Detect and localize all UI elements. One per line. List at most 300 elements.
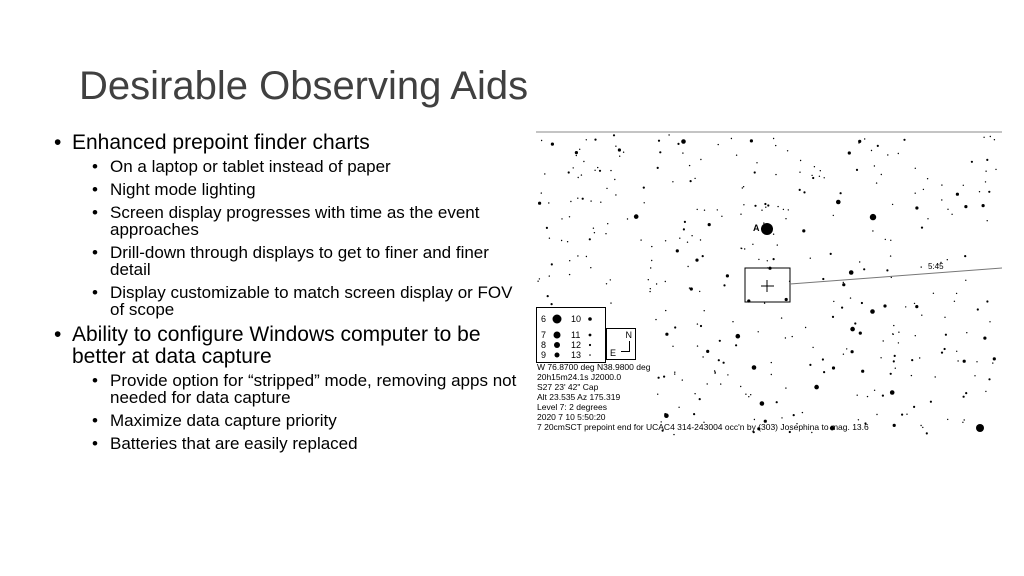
star: [994, 139, 995, 140]
star: [589, 238, 591, 240]
sub-bullet-list: [72, 158, 520, 318]
star: [840, 192, 842, 194]
star: [706, 350, 709, 353]
star: [887, 154, 888, 155]
sub-bullet: • Drill-down through displays to get to finer and finer detail: [72, 244, 520, 278]
star: [832, 316, 834, 318]
legend-mag: 8: [541, 340, 547, 350]
star: [619, 156, 620, 157]
star: [965, 392, 967, 394]
star: [876, 414, 877, 415]
legend-dot-8: [554, 342, 560, 348]
star: [941, 199, 942, 200]
star: [814, 166, 815, 167]
star: [668, 134, 669, 135]
star: [963, 396, 965, 398]
star: [568, 171, 570, 173]
star: [658, 140, 660, 142]
sub-bullet: • Night mode lighting: [72, 181, 520, 198]
star: [651, 260, 652, 261]
star: [846, 348, 847, 349]
star: [922, 427, 923, 428]
star: [989, 321, 990, 322]
star: [756, 162, 757, 163]
star: [674, 326, 676, 328]
star: [944, 317, 945, 318]
star: [672, 181, 673, 182]
star: [945, 334, 947, 336]
info-line: Level 7: 2 degrees: [537, 402, 607, 412]
star: [893, 360, 895, 362]
star: [893, 334, 894, 335]
star: [610, 279, 611, 280]
star: [697, 209, 698, 210]
star: [702, 255, 704, 257]
star: [761, 210, 762, 211]
star: [962, 422, 963, 423]
star: [799, 189, 801, 191]
star: [963, 185, 964, 186]
star: [941, 184, 942, 185]
info-line: Alt 23.535 Az 175.319: [537, 392, 621, 402]
star: [911, 359, 913, 361]
star: [898, 332, 899, 333]
star: [990, 136, 991, 137]
star: [744, 248, 745, 249]
compass-east: E: [610, 348, 617, 358]
star: [833, 215, 834, 216]
star: [856, 169, 858, 171]
star: [586, 139, 587, 140]
star: [957, 360, 958, 361]
star: [690, 287, 693, 290]
star: [551, 143, 554, 146]
star: [915, 168, 916, 169]
star: [767, 204, 769, 206]
star: [785, 337, 786, 338]
star: [687, 266, 688, 267]
star: [597, 167, 598, 168]
star: [549, 275, 550, 276]
star: [623, 152, 624, 153]
star: [849, 270, 854, 275]
star: [594, 139, 596, 141]
star: [822, 278, 824, 280]
star: [775, 174, 776, 175]
star: [874, 165, 875, 166]
star: [656, 283, 657, 284]
star: [594, 232, 595, 233]
star: [723, 284, 725, 286]
bullet-prepoint-charts: [50, 132, 520, 318]
star: [567, 241, 568, 242]
star: [903, 139, 905, 141]
star: [578, 177, 579, 178]
star: [695, 259, 698, 262]
star: [893, 424, 896, 427]
star: [538, 202, 541, 205]
star: [944, 348, 946, 350]
star: [986, 159, 988, 161]
legend-mag: 10: [571, 314, 582, 324]
star: [704, 310, 705, 311]
star: [767, 267, 768, 268]
star: [743, 186, 744, 187]
star: [966, 332, 967, 333]
star: [822, 358, 824, 360]
star: [577, 198, 578, 199]
star: [569, 274, 570, 275]
info-line: 7 20cmSCT prepoint end for UCAC4 314-243004 occ'n by (303) Josephina to mag. 13.6: [537, 422, 869, 432]
star: [843, 354, 844, 355]
star: [787, 150, 788, 151]
sub-bullet: • Display customizable to match screen display or FOV of scope: [72, 284, 520, 318]
star: [546, 227, 548, 229]
star: [872, 230, 873, 231]
sub-bullet: • On a laptop or tablet instead of paper: [72, 158, 520, 175]
star: [634, 214, 639, 219]
star: [881, 174, 882, 175]
sub-bullet: • Batteries that are easily replaced: [72, 435, 520, 452]
star: [700, 159, 701, 160]
star: [717, 209, 718, 210]
star: [927, 178, 928, 179]
star: [747, 299, 750, 302]
star: [575, 151, 578, 154]
star: [895, 368, 896, 369]
star: [551, 303, 553, 305]
star: [583, 161, 584, 162]
star: [672, 346, 673, 347]
star: [648, 279, 649, 280]
legend-mag: 6: [541, 314, 547, 324]
star: [548, 202, 549, 203]
star: [719, 340, 721, 342]
star: [935, 376, 936, 377]
star: [920, 425, 921, 426]
star: [848, 151, 851, 154]
star: [684, 221, 686, 223]
star: [758, 259, 759, 260]
target-star-a: [761, 223, 773, 235]
star: [605, 233, 606, 234]
star: [812, 177, 814, 179]
star: [898, 153, 899, 154]
star: [921, 227, 923, 229]
star: [971, 161, 973, 163]
star: [683, 228, 685, 230]
star: [964, 205, 967, 208]
compass-north: N: [625, 330, 632, 340]
star: [607, 223, 608, 224]
star: [610, 170, 611, 171]
star: [995, 169, 996, 170]
star: [736, 334, 741, 339]
star: [700, 239, 701, 240]
star: [913, 406, 915, 408]
star: [697, 323, 698, 324]
star: [610, 302, 611, 303]
star: [697, 345, 698, 346]
star: [964, 419, 965, 420]
star: [679, 238, 680, 239]
star: [691, 235, 692, 236]
star: [788, 209, 789, 210]
star: [864, 138, 865, 139]
star: [859, 261, 860, 262]
star: [985, 171, 986, 172]
star: [792, 336, 793, 337]
star: [890, 373, 892, 375]
star: [537, 281, 538, 282]
star: [665, 281, 666, 282]
star: [906, 414, 907, 415]
star: [735, 344, 737, 346]
sub-bullet: • Screen display progresses with time as the event approaches: [72, 204, 520, 238]
star: [742, 187, 743, 188]
occultation-path: [790, 268, 1002, 284]
legend-dot-10: [588, 317, 592, 321]
star: [933, 293, 934, 294]
star: [594, 170, 595, 171]
star: [718, 359, 720, 361]
star: [539, 278, 540, 279]
star: [665, 333, 668, 336]
star: [687, 242, 688, 243]
star: [708, 223, 711, 226]
star: [901, 414, 903, 416]
star: [613, 134, 615, 136]
star: [892, 204, 893, 205]
star: [655, 319, 656, 320]
star: [890, 390, 895, 395]
star: [891, 277, 892, 278]
star: [544, 173, 545, 174]
compass-arms: [621, 341, 630, 352]
star: [850, 297, 851, 298]
star: [963, 360, 966, 363]
star: [843, 282, 844, 283]
star: [765, 207, 766, 208]
star: [926, 432, 928, 434]
star: [643, 187, 645, 189]
legend-mag: 12: [571, 340, 582, 350]
star: [985, 391, 986, 392]
star: [799, 172, 800, 173]
star: [547, 295, 549, 297]
bullet-windows-config: [50, 324, 520, 452]
star: [590, 200, 591, 201]
star: [618, 148, 621, 151]
star: [927, 218, 928, 219]
star: [785, 218, 786, 219]
star: [750, 139, 753, 142]
star: [764, 203, 766, 205]
star: [921, 266, 922, 267]
star: [541, 192, 542, 193]
chart-info-block: [537, 362, 869, 432]
star: [956, 193, 959, 196]
star: [915, 305, 918, 308]
sub-bullet: • Maximize data capture priority: [72, 412, 520, 429]
star: [600, 202, 601, 203]
star: [789, 281, 790, 282]
star: [992, 362, 993, 363]
star: [861, 302, 863, 304]
bullet-text: Enhanced prepoint finder charts: [72, 131, 370, 154]
star: [974, 375, 975, 376]
star: [718, 144, 719, 145]
star: [561, 240, 562, 241]
compass-rose: [606, 328, 636, 360]
star: [841, 307, 843, 309]
star: [586, 256, 587, 257]
star: [930, 401, 932, 403]
star: [802, 229, 805, 232]
star: [921, 315, 922, 316]
sub-bullet: • Provide option for “stripped” mode, removing apps not needed for data capture: [72, 372, 520, 406]
star: [820, 170, 821, 171]
star: [763, 222, 764, 223]
star: [549, 238, 550, 239]
star: [676, 249, 679, 252]
star: [775, 145, 776, 146]
star: [615, 194, 616, 195]
star: [886, 269, 888, 271]
star: [773, 234, 774, 235]
legend-dots: [537, 308, 605, 362]
star: [951, 214, 952, 215]
star: [783, 209, 784, 210]
star: [915, 193, 916, 194]
star: [590, 267, 591, 268]
star: [858, 142, 859, 143]
star: [988, 378, 990, 380]
star: [777, 244, 778, 245]
star: [606, 283, 607, 284]
star: [606, 188, 607, 189]
star: [773, 138, 774, 139]
info-line: 2020 7 10 5:50:20: [537, 412, 606, 422]
star: [985, 181, 986, 182]
star: [599, 170, 601, 172]
star: [741, 248, 742, 249]
star: [923, 189, 924, 190]
star: [551, 263, 553, 265]
magnitude-legend: [536, 307, 606, 363]
star: [954, 301, 955, 302]
star: [851, 350, 854, 353]
star: [651, 246, 652, 247]
star: [890, 255, 891, 256]
star: [947, 419, 948, 420]
star: [871, 150, 872, 151]
info-line: W 76.8700 deg N38.9800 deg: [537, 362, 651, 372]
star: [894, 355, 896, 357]
star: [773, 258, 775, 260]
star: [704, 210, 705, 211]
star: [919, 357, 920, 358]
star: [874, 390, 875, 391]
star: [811, 432, 812, 433]
star: [883, 340, 884, 341]
star: [882, 395, 884, 397]
star: [649, 291, 650, 292]
star: [983, 137, 984, 138]
star: [573, 167, 574, 168]
star: [803, 191, 805, 193]
star: [976, 361, 977, 362]
star: [876, 182, 877, 183]
star: [702, 356, 703, 357]
slide-title: Desirable Observing Aids: [79, 64, 529, 108]
star: [777, 206, 778, 207]
legend-mag: 9: [541, 350, 547, 360]
star: [569, 216, 570, 217]
star: [833, 301, 834, 302]
bullet-text: Ability to configure Windows computer to be better at data capture: [72, 323, 481, 368]
star: [673, 434, 674, 435]
star: [824, 177, 825, 178]
star: [893, 325, 894, 326]
star: [743, 204, 744, 205]
star: [850, 327, 855, 332]
star: [754, 205, 756, 207]
star: [582, 198, 584, 200]
info-line: S27 23' 42" Cap: [537, 382, 599, 392]
legend-dot-12: [589, 344, 591, 346]
star: [915, 206, 918, 209]
star: [859, 332, 862, 335]
star: [979, 191, 980, 192]
star: [810, 258, 811, 259]
star: [941, 352, 943, 354]
star: [767, 260, 768, 261]
star: [988, 191, 990, 193]
star: [644, 202, 645, 203]
star: [561, 218, 562, 219]
star: [721, 216, 722, 217]
star: [870, 214, 876, 220]
sub-bullet-list: [72, 372, 520, 452]
star: [905, 306, 906, 307]
star: [581, 174, 582, 175]
star: [694, 178, 695, 179]
star: [640, 239, 641, 240]
star: [812, 347, 813, 348]
star: [870, 309, 875, 314]
star: [781, 317, 782, 318]
star: [863, 268, 865, 270]
star: [593, 228, 594, 229]
star: [830, 253, 832, 255]
legend-mag: 7: [541, 330, 547, 340]
legend-mag: 13: [571, 350, 582, 360]
legend-dot-9: [555, 353, 560, 358]
star: [682, 152, 683, 153]
star: [880, 357, 881, 358]
bullet-list: [50, 132, 520, 458]
star: [615, 146, 616, 147]
star: [898, 342, 899, 343]
star: [570, 201, 571, 202]
star: [690, 180, 692, 182]
star: [854, 322, 856, 324]
star: [569, 260, 570, 261]
star: [577, 255, 578, 256]
info-line: 20h15m24.1s J2000.0: [537, 372, 622, 382]
legend-dot-13: [589, 354, 591, 356]
